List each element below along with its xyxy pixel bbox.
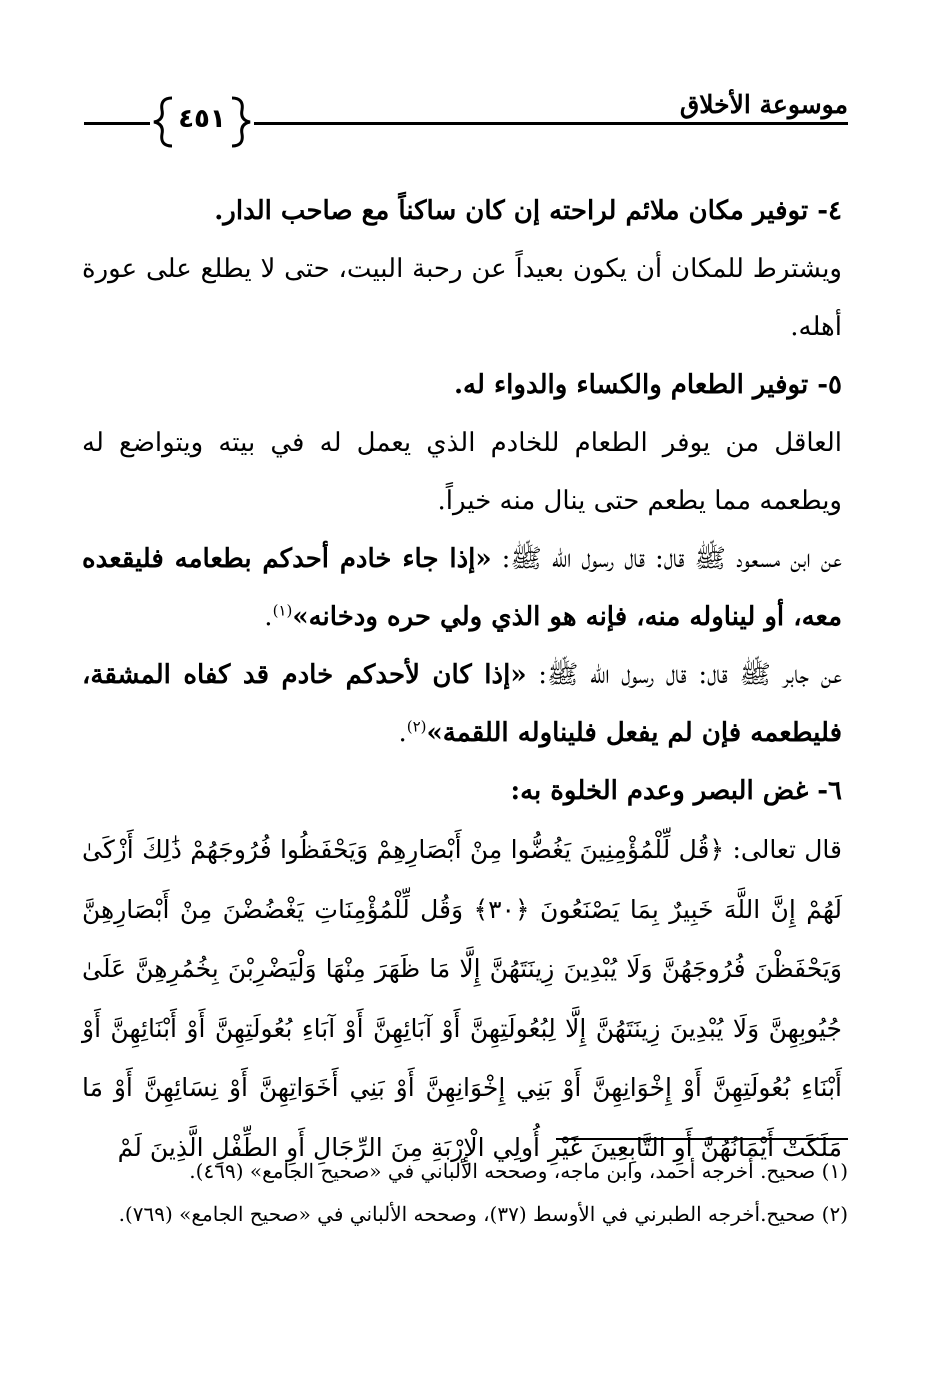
running-header [78, 82, 848, 142]
page-number-badge [150, 94, 254, 150]
hadith-2-text: «إذا كان لأحدكم خادم قد كفاه المشقة، فليطعمه فإن لم يفعل فليناوله اللقمة» [82, 660, 842, 748]
item-5-heading: ٥- توفير الطعام والكساء والدواء له. [453, 370, 842, 400]
item-6-heading: ٦- غض البصر وعدم الخلوة به: [510, 776, 842, 806]
header-rule-left [84, 122, 150, 125]
item-4-paragraph: ويشترط للمكان أن يكون بعيداً عن رحبة البيت، حتى لا يطلع على عورة أهله. [82, 254, 842, 342]
quran-quote [82, 820, 842, 1177]
item-5-paragraph: العاقل من يوفر الطعام للخادم الذي يعمل له في بيته ويتواضع له ويطعمه مما يطعم حتى ينال منه خيراً. [82, 428, 842, 516]
hadith-2: عن جابر ﷺ قال: قال رسول الله ﷺ: «إذا كان لأحدكم خادم قد كفاه المشقة، فليطعمه فإن لم يفعل فليناوله اللقمة»$^{(٢)}$. [82, 660, 842, 748]
book-title: موسوعة الأخلاق [679, 90, 848, 119]
hadith-1: عن ابن مسعود ﷺ قال: قال رسول الله ﷺ: «إذا جاء خادم أحدكم بطعامه فليقعده معه، أو ليناوله منه، فإنه هو الذي ولي حره ودخانه»$^{(١)}$. [82, 544, 842, 632]
quran-intro: قال تعالى: [724, 835, 843, 864]
hadith-1-intro: عن ابن مسعود ﷺ قال: قال رسول الله ﷺ: [491, 544, 842, 574]
footnote-ref-1[interactable]: (١) [272, 601, 293, 620]
item-4-heading: ٤- توفير مكان ملائم لراحته إن كان ساكناً مع صاحب الدار. [214, 196, 842, 226]
footnote-ref-2[interactable]: (٢) [406, 717, 427, 736]
quran-text: ﴿قُل لِّلْمُؤْمِنِينَ يَغُضُّوا مِنْ أَبْصَارِهِمْ وَيَحْفَظُوا فُرُوجَهُمْ ذَٰلِكَ أَزْكَىٰ لَهُمْ إِنَّ اللَّهَ خَبِيرٌ بِمَا يَصْنَعُونَ ﴿٣٠﴾ وَقُل لِّلْمُؤْمِنَاتِ يَغْضُضْنَ مِنْ أَبْصَارِهِنَّ وَيَحْفَظْنَ فُرُوجَهُنَّ وَلَا يُبْدِينَ زِينَتَهُنَّ إِلَّا مَا ظَهَرَ مِنْهَا وَلْيَضْرِبْنَ بِخُمُرِهِنَّ عَلَىٰ جُيُوبِهِنَّ وَلَا يُبْدِينَ زِينَتَهُنَّ إِلَّا لِبُعُولَتِهِنَّ أَوْ آبَائِهِنَّ أَوْ آبَاءِ بُعُولَتِهِنَّ أَوْ أَبْنَائِهِنَّ أَوْ أَبْنَاءِ بُعُولَتِهِنَّ أَوْ إِخْوَانِهِنَّ أَوْ بَنِي إِخْوَانِهِنَّ أَوْ بَنِي أَخَوَاتِهِنَّ أَوْ نِسَائِهِنَّ أَوْ مَا مَلَكَتْ أَيْمَانُهُنَّ أَوِ التَّابِعِينَ غَيْرِ أُولِي الْإِرْبَةِ مِنَ الرِّجَالِ أَوِ الطِّفْلِ الَّذِينَ لَمْ [82, 835, 843, 1162]
hadith-2-intro: عن جابر ﷺ قال: قال رسول الله ﷺ: [526, 660, 842, 690]
footnote-separator [556, 1138, 848, 1140]
footnote-2: (٢) صحيح.أخرجه الطبرني في الأوسط (٣٧)، وصححه الألباني في «صحيح الجامع» (٧٦٩). [118, 1202, 848, 1226]
footnotes [82, 1150, 848, 1236]
footnote-1: (١) صحيح. أخرجه أحمد، وابن ماجه، وصححه الألباني في «صحيح الجامع» (٤٦٩). [189, 1159, 848, 1183]
hadith-1-text: «إذا جاء خادم أحدكم بطعامه فليقعده معه، أو ليناوله منه، فإنه هو الذي ولي حره ودخانه» [82, 544, 842, 632]
main-text [82, 182, 842, 1177]
header-rule [254, 122, 848, 125]
page-number: ٤٥١ [178, 104, 226, 134]
